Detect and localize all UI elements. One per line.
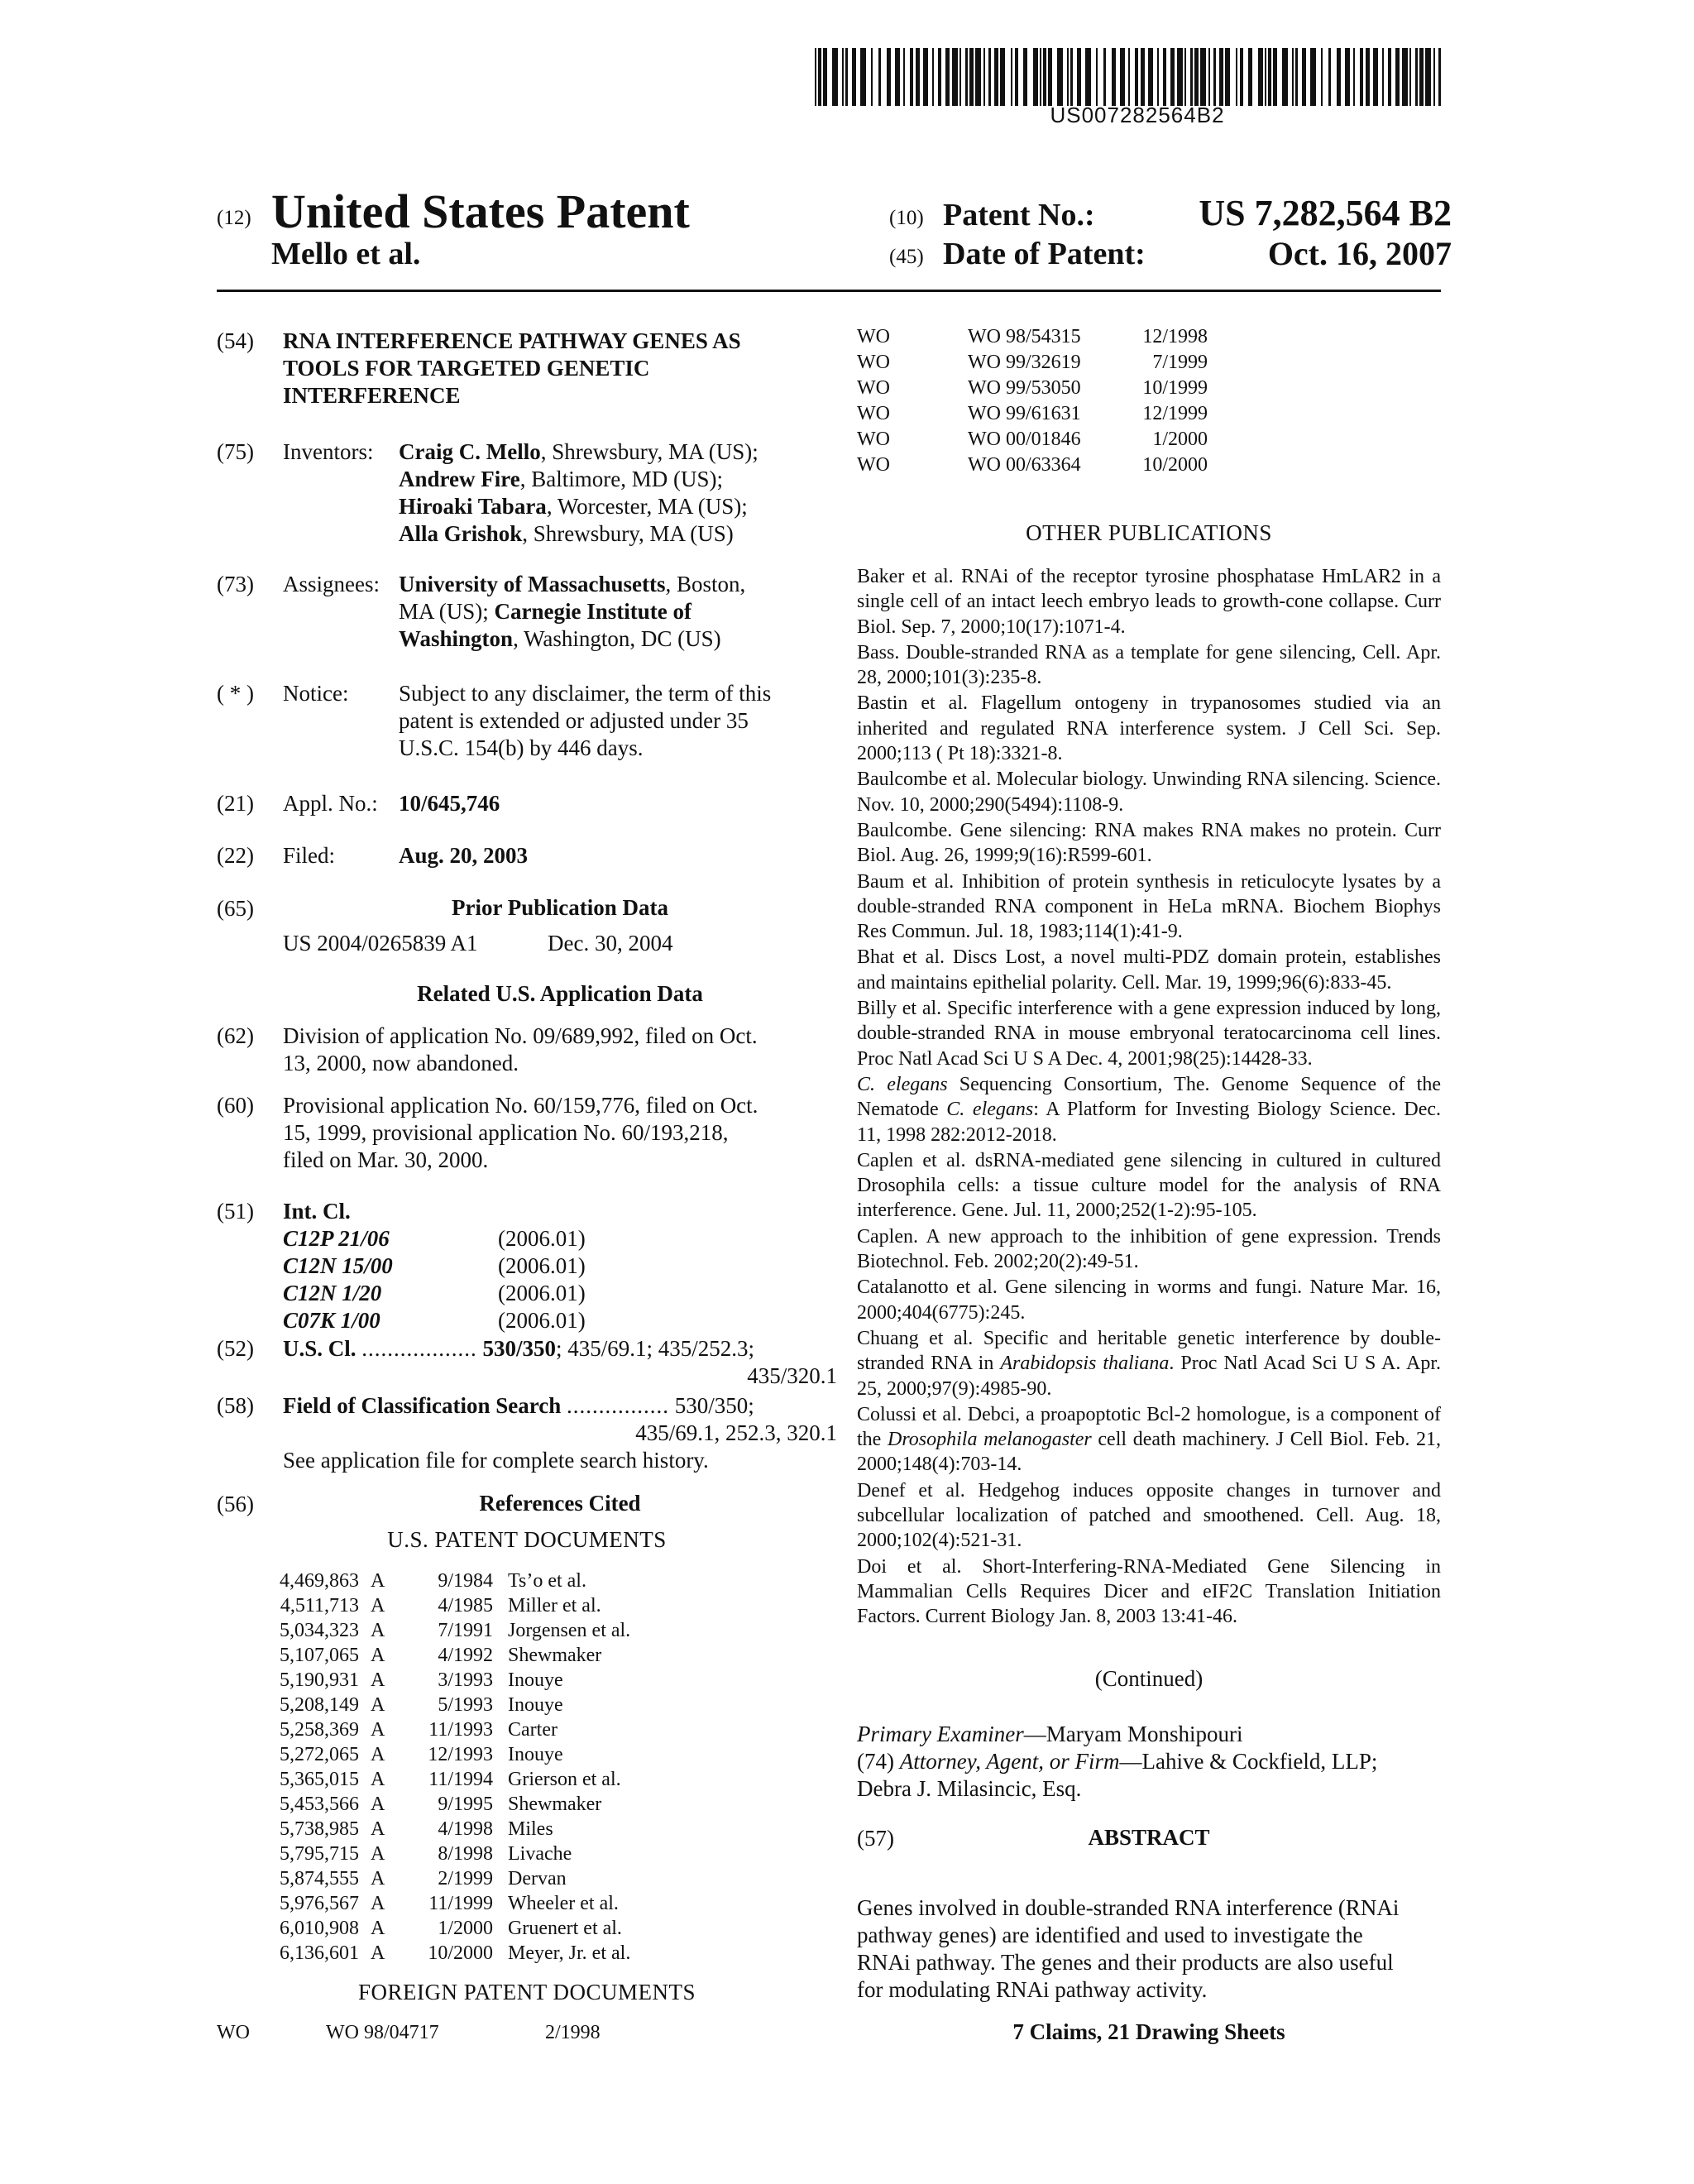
title-line: RNA INTERFERENCE PATHWAY GENES AS [283, 328, 741, 353]
foreign-doc-row: WO WO 98/04717 2/1998 [217, 2022, 601, 2043]
us-doc-date: 11/1993 [428, 1719, 493, 1741]
foreign-doc-date: 10/2000 [1142, 454, 1208, 476]
related-app-title: Related U.S. Application Data [417, 981, 703, 1006]
provisional-text: Provisional application No. 60/159,776, filed on Oct. 15, 1999, provisional application No. 60/193,218, filed on Mar. 30, 2000. [283, 1093, 758, 1172]
us-doc-row [266, 1717, 630, 1742]
patent-authors: Mello et al. [271, 237, 421, 271]
inventor: Alla Grishok, Shrewsbury, MA (US) [399, 521, 734, 546]
code-21: (21) [217, 791, 254, 816]
code-52: (52) [217, 1336, 254, 1361]
us-doc-row [266, 1817, 630, 1842]
us-doc-kind: A [371, 1570, 385, 1592]
appl-no: 10/645,746 [399, 791, 500, 816]
code-65: (65) [217, 896, 254, 921]
us-doc-row [266, 1668, 630, 1693]
patent-no-label: Patent No.: [943, 198, 1095, 232]
patent-type-title: United States Patent [271, 184, 690, 238]
us-doc-row [266, 1593, 630, 1618]
primary-examiner: Primary Examiner—Maryam Monshipouri [857, 1722, 1243, 1746]
us-docs-title: U.S. PATENT DOCUMENTS [387, 1527, 667, 1552]
prior-pub-title: Prior Publication Data [452, 895, 668, 920]
us-doc-date: 9/1984 [438, 1570, 493, 1592]
us-doc-row [266, 1618, 630, 1643]
us-doc-kind: A [371, 1769, 385, 1790]
code-45: (45) [889, 246, 924, 268]
us-doc-row [266, 1792, 630, 1817]
int-cl-row: C12P 21/06 (2006.01) [283, 1226, 586, 1251]
us-doc-row [266, 1842, 630, 1866]
code-54: (54) [217, 328, 254, 353]
us-doc-row [266, 1916, 630, 1941]
us-doc-no: 5,107,065 [280, 1645, 359, 1666]
us-doc-kind: A [371, 1719, 385, 1741]
code-22: (22) [217, 843, 254, 868]
us-doc-no: 5,874,555 [280, 1868, 359, 1889]
publication: Catalanotto et al. Gene silencing in worms and fungi. Nature Mar. 16, 2000;404(6775):245. [857, 1276, 1441, 1324]
foreign-doc-country: WO [857, 429, 890, 450]
publication: Caplen et al. dsRNA-mediated gene silencing in cultured in cultured Drosophila cells: a tissue culture model for the analysis of RNA interference. Gene. Jul. 11, 2000;252(1-2):95-105. [857, 1149, 1441, 1222]
publication: Bass. Double-stranded RNA as a template for gene silencing, Cell. Apr. 28, 2000;101(3):235-8. [857, 641, 1441, 689]
continued-note: (Continued) [1094, 1666, 1204, 1691]
claims-summary: 7 Claims, 21 Drawing Sheets [1012, 2019, 1285, 2044]
date-label: Date of Patent: [943, 237, 1146, 271]
patent-date: Oct. 16, 2007 [1267, 235, 1452, 272]
search-field-line3: See application file for complete search history. [283, 1448, 709, 1473]
us-doc-date: 11/1999 [428, 1893, 493, 1914]
us-doc-kind: A [371, 1645, 385, 1666]
foreign-doc-date: 12/1999 [1142, 403, 1208, 424]
foreign-doc-no: WO 98/54315 [968, 326, 1081, 347]
us-doc-kind: A [371, 1620, 385, 1641]
us-patent-docs [266, 1569, 630, 1966]
foreign-doc-country: WO [857, 377, 890, 399]
us-doc-no: 4,469,863 [280, 1570, 359, 1592]
us-doc-date: 9/1995 [438, 1794, 493, 1815]
search-field-line2: 435/69.1, 252.3, 320.1 [635, 1420, 837, 1445]
us-doc-row [266, 1941, 630, 1966]
int-cl-label: Int. Cl. [283, 1199, 351, 1224]
filed-label: Filed: [283, 843, 336, 868]
inventor: Hiroaki Tabara, Worcester, MA (US); [399, 494, 748, 519]
us-doc-row [266, 1767, 630, 1792]
us-doc-no: 5,795,715 [280, 1843, 359, 1865]
us-doc-row [266, 1742, 630, 1767]
publication: Doi et al. Short-Interfering-RNA-Mediated Gene Silencing in Mammalian Cells Requires Dicer and eIF2C Translation Initiation Factors. Current Biology Jan. 8, 2003 13:41-46. [857, 1555, 1441, 1628]
foreign-doc-row [857, 427, 1208, 453]
us-doc-date: 4/1985 [438, 1595, 493, 1616]
abstract-text: Genes involved in double-stranded RNA interference (RNAi pathway genes) are identified and used to investigate the RNAi pathway. The genes and their products are also useful for modulating RNAi pathway activity. [857, 1895, 1400, 2002]
attorney-line2: Debra J. Milasincic, Esq. [857, 1776, 1082, 1801]
foreign-doc-row [857, 376, 1208, 401]
foreign-doc-country: WO [857, 326, 890, 347]
prior-pub-date: Dec. 30, 2004 [548, 931, 673, 956]
other-publications [857, 564, 1441, 1630]
us-doc-kind: A [371, 1694, 385, 1716]
us-doc-no: 5,272,065 [280, 1744, 359, 1765]
us-cl: U.S. Cl. .................. 530/350; 435/69.1; 435/252.3; [283, 1336, 755, 1361]
publication: Baulcombe et al. Molecular biology. Unwinding RNA silencing. Science. Nov. 10, 2000;290(5494):1108-9. [857, 769, 1441, 816]
publication: Baker et al. RNAi of the receptor tyrosine phosphatase HmLAR2 in a single cell of an intact leech embryo leads to growth-cone collapse. Curr Biol. Sep. 7, 2000;10(17):1071-4. [857, 566, 1441, 638]
us-doc-no: 6,010,908 [280, 1918, 359, 1939]
us-doc-date: 10/2000 [428, 1942, 493, 1964]
us-doc-date: 11/1994 [428, 1769, 493, 1790]
appl-no-label: Appl. No.: [283, 791, 378, 816]
other-publications-title: OTHER PUBLICATIONS [1026, 520, 1272, 545]
title-line: INTERFERENCE [283, 383, 461, 408]
code-12: (12) [217, 207, 251, 229]
foreign-doc-no: WO 00/01846 [968, 429, 1081, 450]
us-doc-no: 5,365,015 [280, 1769, 359, 1790]
us-doc-date: 8/1998 [438, 1843, 493, 1865]
inventors-label: Inventors: [283, 439, 374, 464]
int-cl-row: C12N 15/00 (2006.01) [283, 1253, 586, 1278]
int-cl-row: C07K 1/00 (2006.01) [283, 1308, 586, 1333]
us-doc-row [266, 1693, 630, 1717]
foreign-docs-continued [857, 324, 1208, 478]
us-doc-kind: A [371, 1918, 385, 1939]
us-doc-no: 5,976,567 [280, 1893, 359, 1914]
code-75: (75) [217, 439, 254, 464]
us-doc-name: Gruenert et al. [508, 1918, 622, 1939]
foreign-doc-row [857, 401, 1208, 427]
us-doc-name: Jorgensen et al. [508, 1620, 631, 1641]
search-field: Field of Classification Search ................ 530/350; [283, 1393, 754, 1418]
publication: Bhat et al. Discs Lost, a novel multi-PDZ domain protein, establishes and maintains epithelial polarity. Cell. Mar. 19, 1999;96(6):833-45. [857, 946, 1441, 994]
foreign-doc-date: 10/1999 [1142, 377, 1208, 399]
foreign-doc-country: WO [857, 403, 890, 424]
assignees-list: University of Massachusetts, Boston, MA (US); Carnegie Institute of Washington, Washington, DC (US) [399, 572, 746, 651]
us-doc-no: 5,190,931 [280, 1669, 359, 1691]
us-doc-row [266, 1891, 630, 1916]
us-doc-name: Wheeler et al. [508, 1893, 619, 1914]
code-73: (73) [217, 572, 254, 596]
code-10: (10) [889, 207, 924, 229]
foreign-doc-no: WO 99/61631 [968, 403, 1081, 424]
us-doc-kind: A [371, 1669, 385, 1691]
us-doc-kind: A [371, 1744, 385, 1765]
us-doc-no: 5,034,323 [280, 1620, 359, 1641]
abstract-title: ABSTRACT [1088, 1825, 1210, 1850]
code-56: (56) [217, 1492, 254, 1516]
us-doc-kind: A [371, 1893, 385, 1914]
us-doc-kind: A [371, 1843, 385, 1865]
us-doc-name: Dervan [508, 1868, 567, 1889]
us-cl-line2: 435/320.1 [747, 1363, 837, 1388]
publication: Denef et al. Hedgehog induces opposite changes in turnover and subcellular localization of patched and smoothened. Cell. Aug. 18, 2000;102(4):521-31. [857, 1479, 1441, 1552]
barcode [815, 48, 1443, 106]
us-doc-date: 1/2000 [438, 1918, 493, 1939]
us-doc-kind: A [371, 1595, 385, 1616]
prior-pub-number: US 2004/0265839 A1 [283, 931, 478, 956]
foreign-doc-no: WO 99/53050 [968, 377, 1081, 399]
us-doc-name: Inouye [508, 1744, 563, 1765]
us-doc-name: Shewmaker [508, 1794, 602, 1815]
code-57: (57) [857, 1826, 894, 1851]
publication: Billy et al. Specific interference with a gene expression induced by long, double-stranded RNA in mouse embryonal teratocarcinoma cell lines. Proc Natl Acad Sci U S A Dec. 4, 2001;98(25):14428-33. [857, 998, 1441, 1070]
patent-number: US 7,282,564 B2 [1199, 193, 1452, 233]
code-58: (58) [217, 1393, 254, 1418]
publication: Baulcombe. Gene silencing: RNA makes RNA makes no protein. Curr Biol. Aug. 26, 1999;9(16):R599-601. [857, 819, 1441, 867]
foreign-doc-country: WO [857, 352, 890, 373]
publication: C. elegans Sequencing Consortium, The. Genome Sequence of the Nematode C. elegans: A Platform for Investing Biology Science. Dec. 11, 1998 282:2012-2018. [857, 1073, 1442, 1146]
us-doc-name: Miller et al. [508, 1595, 601, 1616]
us-doc-date: 12/1993 [428, 1744, 493, 1765]
header-rule [217, 290, 1441, 292]
us-doc-name: Inouye [508, 1694, 563, 1716]
us-doc-kind: A [371, 1818, 385, 1840]
us-doc-row [266, 1866, 630, 1891]
us-doc-name: Livache [508, 1843, 572, 1865]
foreign-doc-date: 12/1998 [1142, 326, 1208, 347]
publication: Baum et al. Inhibition of protein synthesis in reticulocyte lysates by a double-stranded RNA component in HeLa mRNA. Biochem Biophys Res Commun. Jul. 18, 1983;114(1):41-9. [857, 870, 1441, 943]
invention-title [283, 328, 741, 410]
us-doc-date: 4/1992 [438, 1645, 493, 1666]
us-doc-no: 6,136,601 [280, 1942, 359, 1964]
us-doc-date: 7/1991 [438, 1620, 493, 1641]
division-text: Division of application No. 09/689,992, filed on Oct. 13, 2000, now abandoned. [283, 1023, 758, 1075]
code-62: (62) [217, 1023, 254, 1048]
publication: Colussi et al. Debci, a proapoptotic Bcl-2 homologue, is a component of the Drosophila melanogaster cell death machinery. J Cell Biol. Feb. 21, 2000;148(4):703-14. [857, 1403, 1441, 1476]
inventors-list [399, 438, 758, 548]
us-doc-row [266, 1643, 630, 1668]
us-doc-no: 5,208,149 [280, 1694, 359, 1716]
us-doc-kind: A [371, 1942, 385, 1964]
foreign-doc-first [217, 2020, 601, 2046]
code-51: (51) [217, 1199, 254, 1224]
title-line: TOOLS FOR TARGETED GENETIC [283, 356, 650, 381]
publication: Caplen. A new approach to the inhibition of gene expression. Trends Biotechnol. Feb. 2002;20(2):49-51. [857, 1225, 1441, 1273]
us-doc-date: 5/1993 [438, 1694, 493, 1716]
foreign-doc-no: WO 99/32619 [968, 352, 1081, 373]
us-doc-name: Carter [508, 1719, 557, 1741]
references-title: References Cited [479, 1491, 641, 1516]
filed-date: Aug. 20, 2003 [399, 843, 529, 868]
publication: Chuang et al. Specific and heritable genetic interference by double-stranded RNA in Arabidopsis thaliana. Proc Natl Acad Sci U S A. Apr. 25, 2000;97(9):4985-90. [857, 1327, 1442, 1400]
us-doc-row [266, 1569, 630, 1593]
notice-label: Notice: [283, 681, 349, 706]
int-cl-row: C12N 1/20 (2006.01) [283, 1281, 586, 1305]
us-doc-kind: A [371, 1794, 385, 1815]
us-doc-name: Miles [508, 1818, 553, 1840]
barcode-number: US007282564B2 [1050, 103, 1225, 127]
code-notice: ( * ) [217, 681, 254, 706]
foreign-doc-date: 1/2000 [1152, 429, 1208, 450]
us-doc-name: Meyer, Jr. et al. [508, 1942, 631, 1964]
foreign-doc-row [857, 350, 1208, 376]
code-60: (60) [217, 1093, 254, 1118]
us-doc-no: 5,453,566 [280, 1794, 359, 1815]
notice-text: Subject to any disclaimer, the term of this patent is extended or adjusted under 35 U.S.C. 154(b) by 446 days. [399, 681, 772, 760]
foreign-doc-row [857, 453, 1208, 478]
foreign-docs-title: FOREIGN PATENT DOCUMENTS [357, 1980, 696, 2004]
foreign-doc-no: WO 00/63364 [968, 454, 1081, 476]
assignees-label: Assignees: [283, 572, 380, 596]
us-doc-date: 4/1998 [438, 1818, 493, 1840]
us-doc-date: 3/1993 [438, 1669, 493, 1691]
foreign-doc-date: 7/1999 [1152, 352, 1208, 373]
us-doc-no: 5,258,369 [280, 1719, 359, 1741]
foreign-doc-row [857, 324, 1208, 350]
us-doc-no: 5,738,985 [280, 1818, 359, 1840]
us-doc-name: Grierson et al. [508, 1769, 621, 1790]
us-doc-date: 2/1999 [438, 1868, 493, 1889]
publication: Bastin et al. Flagellum ontogeny in trypanosomes studied via an inherited and regulated RNA interference system. J Cell Sci. Sep. 2000;113 ( Pt 18):3321-8. [857, 692, 1441, 765]
foreign-doc-country: WO [857, 454, 890, 476]
us-doc-name: Inouye [508, 1669, 563, 1691]
inventor: Andrew Fire, Baltimore, MD (US); [399, 467, 723, 491]
us-doc-name: Shewmaker [508, 1645, 602, 1666]
attorney: (74) Attorney, Agent, or Firm—Lahive & Cockfield, LLP; [857, 1749, 1378, 1774]
us-doc-no: 4,511,713 [280, 1595, 359, 1616]
us-doc-kind: A [371, 1868, 385, 1889]
inventor: Craig C. Mello, Shrewsbury, MA (US); [399, 439, 758, 464]
int-cl-table [283, 1225, 586, 1334]
us-doc-name: Ts’o et al. [508, 1570, 586, 1592]
